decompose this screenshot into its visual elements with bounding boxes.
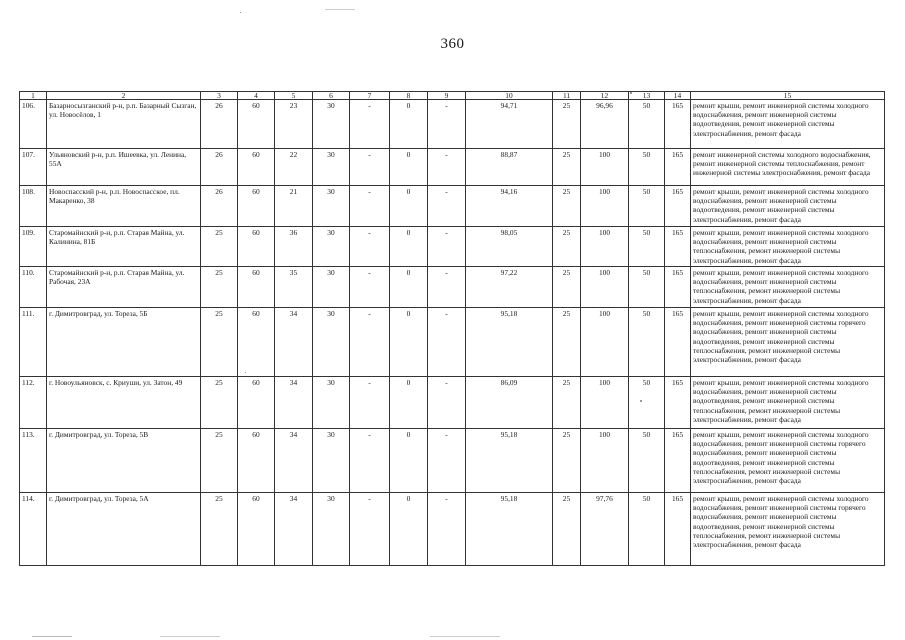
row-number-cell: 108.: [20, 186, 47, 227]
value-cell-c12: 100: [581, 186, 629, 227]
value-cell-c13: 50: [629, 186, 665, 227]
table-row: [20, 429, 885, 493]
value-cell-c4: 60: [238, 493, 275, 566]
value-cell-c10: 86,09: [466, 377, 553, 429]
row-number-cell: 106.: [20, 100, 47, 149]
address-cell: г. Димитровград, ул. Тореза, 5А: [47, 493, 201, 566]
value-cell-c14: 165: [665, 186, 691, 227]
row-number-cell: 107.: [20, 149, 47, 186]
value-cell-c10: 95,18: [466, 308, 553, 377]
page-number: 360: [440, 36, 465, 52]
value-cell-c10: 95,18: [466, 493, 553, 566]
value-cell-c3: 25: [201, 227, 238, 267]
table-row: [20, 377, 885, 429]
value-cell-c3: 26: [201, 186, 238, 227]
value-cell-c13: 50: [629, 149, 665, 186]
column-number-1: 1: [20, 92, 47, 100]
works-cell: ремонт крыши, ремонт инженерной системы холодного водоснабжения, ремонт инженерной системы горячего водоснабжения, ремонт инженерной системы водоотведения, ремонт инженерной системы теплоснабжения, ремонт инженерной системы электроснабжения, ремонт фасада: [691, 429, 885, 493]
value-cell-c7: -: [350, 377, 390, 429]
value-cell-c5: 34: [275, 429, 313, 493]
value-cell-c13: 50: [629, 227, 665, 267]
value-cell-c11: 25: [553, 429, 581, 493]
value-cell-c8: 0: [390, 308, 428, 377]
value-cell-c9: -: [428, 267, 466, 308]
address-cell: Базарносызганский р-н, р.п. Базарный Сызган, ул. Новосёлов, 1: [47, 100, 201, 149]
value-cell-c9: -: [428, 429, 466, 493]
value-cell-c11: 25: [553, 493, 581, 566]
value-cell-c12: 97,76: [581, 493, 629, 566]
column-number-8: 8: [390, 92, 428, 100]
row-number-cell: 109.: [20, 227, 47, 267]
value-cell-c4: 60: [238, 149, 275, 186]
value-cell-c9: -: [428, 227, 466, 267]
value-cell-c12: 100: [581, 429, 629, 493]
value-cell-c14: 165: [665, 100, 691, 149]
works-cell: ремонт крыши, ремонт инженерной системы холодного водоснабжения, ремонт инженерной системы водоотведения, ремонт инженерной системы теплоснабжения, ремонт инженерной системы электроснабжения, ремонт фасада: [691, 377, 885, 429]
value-cell-c9: -: [428, 308, 466, 377]
scan-speck: [245, 372, 246, 373]
value-cell-c9: -: [428, 149, 466, 186]
column-number-4: 4: [238, 92, 275, 100]
value-cell-c4: 60: [238, 100, 275, 149]
column-number-9: 9: [428, 92, 466, 100]
value-cell-c12: 100: [581, 149, 629, 186]
scan-speck: [32, 636, 72, 637]
value-cell-c8: 0: [390, 186, 428, 227]
value-cell-c4: 60: [238, 186, 275, 227]
table-row: [20, 227, 885, 267]
address-cell: г. Димитровград, ул. Тореза, 5В: [47, 429, 201, 493]
table-row: [20, 493, 885, 566]
address-cell: Ульяновский р-н, р.п. Ишеевка, ул. Ленина, 55А: [47, 149, 201, 186]
value-cell-c11: 25: [553, 186, 581, 227]
value-cell-c5: 34: [275, 377, 313, 429]
value-cell-c8: 0: [390, 149, 428, 186]
works-cell: ремонт крыши, ремонт инженерной системы холодного водоснабжения, ремонт инженерной системы теплоснабжения, ремонт инженерной системы электроснабжения, ремонт фасада: [691, 227, 885, 267]
address-cell: Старомайнский р-н, р.п. Старая Майна, ул. Рабочая, 23А: [47, 267, 201, 308]
value-cell-c12: 100: [581, 267, 629, 308]
value-cell-c12: 100: [581, 227, 629, 267]
value-cell-c5: 34: [275, 308, 313, 377]
row-number-cell: 111.: [20, 308, 47, 377]
value-cell-c3: 25: [201, 377, 238, 429]
repair-register-table: [19, 91, 885, 566]
value-cell-c4: 60: [238, 429, 275, 493]
column-number-11: 11: [553, 92, 581, 100]
address-cell: Старомайнский р-н, р.п. Старая Майна, ул. Калинина, 81Б: [47, 227, 201, 267]
value-cell-c9: -: [428, 186, 466, 227]
value-cell-c6: 30: [313, 493, 350, 566]
value-cell-c10: 95,18: [466, 429, 553, 493]
value-cell-c11: 25: [553, 308, 581, 377]
works-cell: ремонт крыши, ремонт инженерной системы холодного водоснабжения, ремонт инженерной системы водоотведения, ремонт инженерной системы электроснабжения, ремонт фасада: [691, 100, 885, 149]
value-cell-c14: 165: [665, 227, 691, 267]
value-cell-c10: 94,71: [466, 100, 553, 149]
value-cell-c8: 0: [390, 100, 428, 149]
value-cell-c6: 30: [313, 100, 350, 149]
value-cell-c8: 0: [390, 429, 428, 493]
value-cell-c7: -: [350, 186, 390, 227]
value-cell-c4: 60: [238, 308, 275, 377]
value-cell-c8: 0: [390, 493, 428, 566]
value-cell-c10: 97,22: [466, 267, 553, 308]
value-cell-c14: 165: [665, 429, 691, 493]
works-cell: ремонт крыши, ремонт инженерной системы холодного водоснабжения, ремонт инженерной системы теплоснабжения, ремонт инженерной системы электроснабжения, ремонт фасада: [691, 267, 885, 308]
value-cell-c14: 165: [665, 149, 691, 186]
value-cell-c3: 25: [201, 429, 238, 493]
value-cell-c4: 60: [238, 377, 275, 429]
value-cell-c6: 30: [313, 377, 350, 429]
column-number-13: 13: [629, 92, 665, 100]
value-cell-c8: 0: [390, 227, 428, 267]
address-cell: Новоспасский р-н, р.п. Новоспасское, пл. Макаренко, 38: [47, 186, 201, 227]
value-cell-c11: 25: [553, 377, 581, 429]
column-number-5: 5: [275, 92, 313, 100]
value-cell-c3: 26: [201, 100, 238, 149]
value-cell-c8: 0: [390, 267, 428, 308]
row-number-cell: 112.: [20, 377, 47, 429]
value-cell-c6: 30: [313, 429, 350, 493]
scan-speck: [160, 636, 220, 637]
value-cell-c14: 165: [665, 267, 691, 308]
table-row: [20, 186, 885, 227]
column-number-14: 14: [665, 92, 691, 100]
value-cell-c12: 100: [581, 377, 629, 429]
works-cell: ремонт крыши, ремонт инженерной системы холодного водоснабжения, ремонт инженерной системы водоотведения, ремонт инженерной системы электроснабжения, ремонт фасада: [691, 186, 885, 227]
value-cell-c5: 23: [275, 100, 313, 149]
value-cell-c12: 100: [581, 308, 629, 377]
value-cell-c13: 50: [629, 267, 665, 308]
works-cell: ремонт крыши, ремонт инженерной системы холодного водоснабжения, ремонт инженерной системы горячего водоснабжения, ремонт инженерной системы водоотведения, ремонт инженерной системы теплоснабжения, ремонт инженерной системы электроснабжения, ремонт фасада: [691, 493, 885, 566]
value-cell-c3: 25: [201, 308, 238, 377]
value-cell-c3: 26: [201, 149, 238, 186]
row-number-cell: 113.: [20, 429, 47, 493]
value-cell-c5: 36: [275, 227, 313, 267]
value-cell-c9: -: [428, 377, 466, 429]
value-cell-c6: 30: [313, 227, 350, 267]
value-cell-c6: 30: [313, 186, 350, 227]
value-cell-c10: 94,16: [466, 186, 553, 227]
column-number-15: 15: [691, 92, 885, 100]
works-cell: ремонт крыши, ремонт инженерной системы холодного водоснабжения, ремонт инженерной системы горячего водоснабжения, ремонт инженерной системы водоотведения, ремонт инженерной системы теплоснабжения, ремонт инженерной системы электроснабжения, ремонт фасада: [691, 308, 885, 377]
value-cell-c6: 30: [313, 149, 350, 186]
column-number-6: 6: [313, 92, 350, 100]
value-cell-c7: -: [350, 100, 390, 149]
value-cell-c14: 165: [665, 377, 691, 429]
value-cell-c8: 0: [390, 377, 428, 429]
value-cell-c11: 25: [553, 267, 581, 308]
column-number-10: 10: [466, 92, 553, 100]
value-cell-c14: 165: [665, 308, 691, 377]
value-cell-c3: 25: [201, 267, 238, 308]
value-cell-c7: -: [350, 267, 390, 308]
value-cell-c5: 35: [275, 267, 313, 308]
value-cell-c14: 165: [665, 493, 691, 566]
value-cell-c6: 30: [313, 308, 350, 377]
value-cell-c13: 50: [629, 100, 665, 149]
column-number-3: 3: [201, 92, 238, 100]
scan-speck: [640, 400, 642, 402]
value-cell-c10: 98,05: [466, 227, 553, 267]
value-cell-c5: 34: [275, 493, 313, 566]
value-cell-c11: 25: [553, 149, 581, 186]
value-cell-c7: -: [350, 149, 390, 186]
value-cell-c9: -: [428, 100, 466, 149]
value-cell-c13: 50: [629, 377, 665, 429]
scan-speck: [325, 9, 355, 10]
table-row: [20, 308, 885, 377]
row-number-cell: 110.: [20, 267, 47, 308]
value-cell-c9: -: [428, 493, 466, 566]
column-number-12: 12: [581, 92, 629, 100]
scan-speck: [430, 636, 500, 637]
value-cell-c7: -: [350, 429, 390, 493]
row-number-cell: 114.: [20, 493, 47, 566]
value-cell-c5: 21: [275, 186, 313, 227]
table-row: [20, 149, 885, 186]
scan-speck: [630, 92, 632, 94]
value-cell-c4: 60: [238, 267, 275, 308]
column-number-row: [20, 92, 885, 100]
value-cell-c11: 25: [553, 100, 581, 149]
value-cell-c5: 22: [275, 149, 313, 186]
value-cell-c7: -: [350, 227, 390, 267]
works-cell: ремонт инженерной системы холодного водоснабжения, ремонт инженерной системы теплоснабжения, ремонт инженерной системы электроснабжения, ремонт фасада: [691, 149, 885, 186]
value-cell-c13: 50: [629, 429, 665, 493]
column-number-7: 7: [350, 92, 390, 100]
table-row: [20, 100, 885, 149]
value-cell-c7: -: [350, 493, 390, 566]
table-row: [20, 267, 885, 308]
scan-speck: [240, 12, 241, 13]
value-cell-c11: 25: [553, 227, 581, 267]
value-cell-c4: 60: [238, 227, 275, 267]
value-cell-c10: 88,87: [466, 149, 553, 186]
address-cell: г. Новоульяновск, с. Криуши, ул. Затон, 49: [47, 377, 201, 429]
value-cell-c6: 30: [313, 267, 350, 308]
value-cell-c12: 96,96: [581, 100, 629, 149]
value-cell-c13: 50: [629, 308, 665, 377]
value-cell-c13: 50: [629, 493, 665, 566]
value-cell-c3: 25: [201, 493, 238, 566]
column-number-2: 2: [47, 92, 201, 100]
value-cell-c7: -: [350, 308, 390, 377]
address-cell: г. Димитровград, ул. Тореза, 5Б: [47, 308, 201, 377]
